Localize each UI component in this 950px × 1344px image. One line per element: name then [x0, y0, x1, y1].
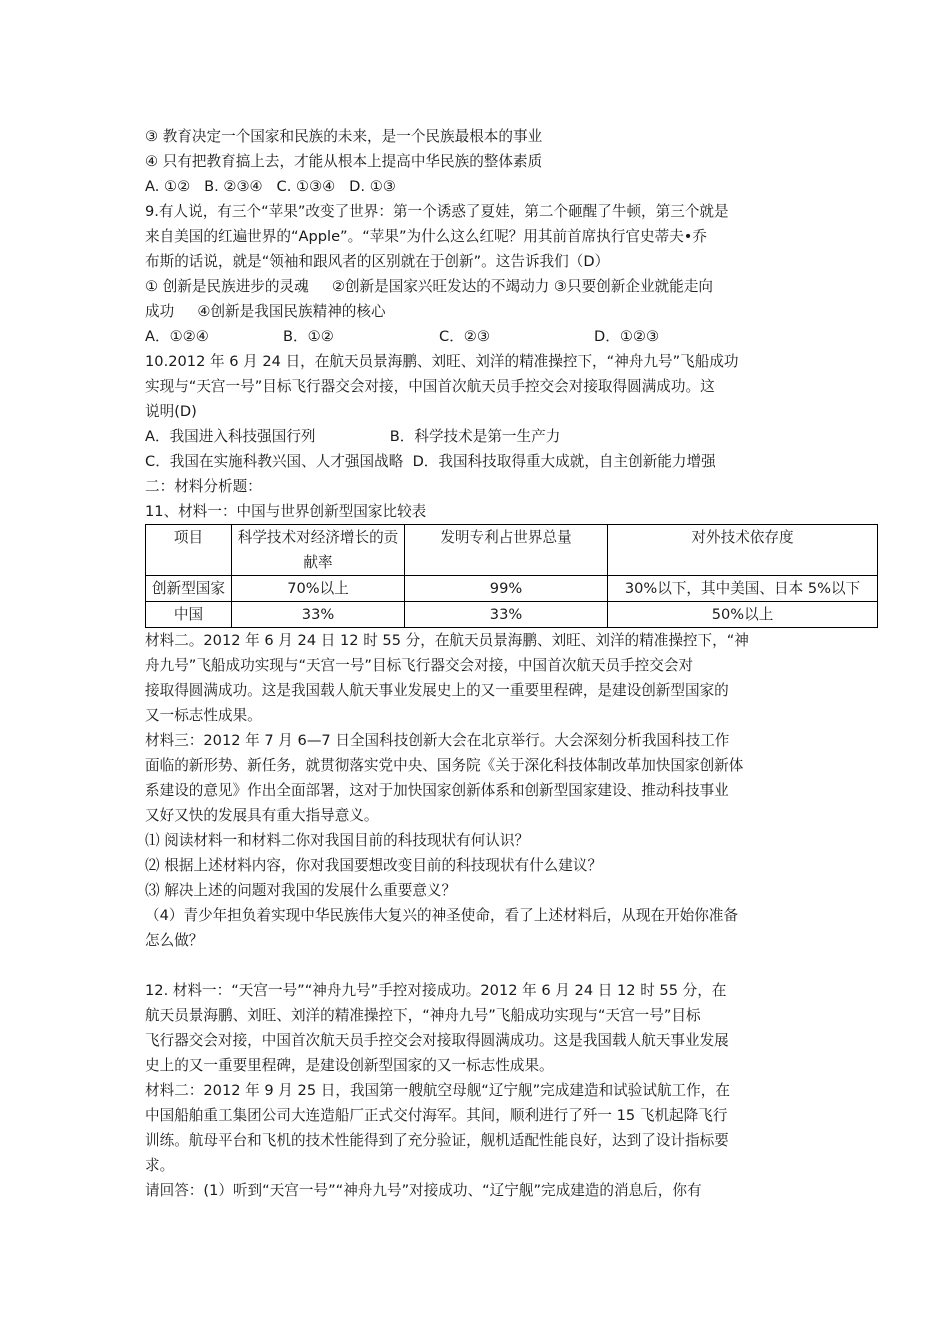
q9-option-b: B．①②: [283, 328, 334, 345]
question-12: [145, 978, 810, 1203]
document-content: [145, 124, 861, 1203]
section-2-title: 二：材料分析题：: [145, 478, 262, 495]
table-cell: 33%: [405, 602, 608, 628]
q11-title: 11、材料一：中国与世界创新型国家比较表: [145, 503, 427, 520]
q12-material1-line: 史上的又一重要里程碑，是建设创新型国家的又一标志性成果。: [145, 1057, 554, 1074]
q12-material2-line: 求。: [145, 1157, 175, 1174]
table-cell: 70%以上: [232, 576, 405, 602]
q11-material2-line: 接取得圆满成功。这是我国载人航天事业发展史上的又一重要里程碑，是建设创新型国家的: [145, 682, 729, 699]
q10-stem-line: 10.2012 年 6 月 24 日，在航天员景海鹏、刘旺、刘洋的精准操控下，“神舟九号”飞船成功: [145, 353, 739, 370]
table-header-cell: 科学技术对经济增长的贡献率: [232, 525, 405, 576]
table-cell: 中国: [146, 602, 232, 628]
spacer: [145, 953, 810, 978]
q10-option-line: A．我国进入科技强国行列 B．科学技术是第一生产力: [145, 428, 561, 445]
q9-stem-line: 9.有人说，有三个“苹果”改变了世界：第一个诱惑了夏娃，第二个砸醒了牛顿，第三个就是: [145, 203, 729, 220]
q12-material1-line: 飞行器交会对接，中国首次航天员手控交会对接取得圆满成功。这是我国载人航天事业发展: [145, 1032, 729, 1049]
q12-material1-line: 12. 材料一：“天宫一号”“神舟九号”手控对接成功。2012 年 6 月 24 日 12 时 55 分，在: [145, 982, 727, 999]
q9-option-d: D．①②③: [594, 328, 660, 345]
q10-option-line: C．我国在实施科教兴国、人才强国战略 D．我国科技取得重大成就，自主创新能力增强: [145, 453, 716, 470]
q12-material2-line: 训练。航母平台和飞机的技术性能得到了充分验证，舰机适配性能良好，达到了设计指标要: [145, 1132, 729, 1149]
q11-material2-line: 材料二。2012 年 6 月 24 日 12 时 55 分，在航天员景海鹏、刘旺、刘洋的精准操控下，“神: [145, 632, 749, 649]
table-cell: 30%以下，其中美国、日本 5%以下: [608, 576, 878, 602]
q10-stem-line: 说明(D): [145, 403, 197, 420]
table-header-cell: 发明专利占世界总量: [405, 525, 608, 576]
q11-material3-line: 系建设的意见》作出全面部署，这对于加快国家创新体系和创新型国家建设、推动科技事业: [145, 782, 729, 799]
q11-question-line: 怎么做？: [145, 932, 204, 949]
table-row: [146, 602, 878, 628]
q11-question-line: （4）青少年担负着实现中华民族伟大复兴的神圣使命，看了上述材料后，从现在开始你准备: [145, 907, 739, 924]
q11-material3-line: 又好又快的发展具有重大指导意义。: [145, 807, 379, 824]
q9-option-a: A．①②④: [145, 328, 209, 345]
question-9: [145, 199, 810, 349]
table-cell: 33%: [232, 602, 405, 628]
q12-material2-line: 材料二：2012 年 9 月 25 日，我国第一艘航空母舰“辽宁舰”完成建造和试验试航工作，在: [145, 1082, 730, 1099]
table-header-cell: 对外技术依存度: [608, 525, 878, 576]
q12-material1-line: 航天员景海鹏、刘旺、刘洋的精准操控下，“神舟九号”飞船成功实现与“天宫一号”目标: [145, 1007, 701, 1024]
table-cell: 99%: [405, 576, 608, 602]
q12-question-line: 请回答：(1）听到“天宫一号”“神舟九号”对接成功、“辽宁舰”完成建造的消息后，你有: [145, 1182, 702, 1199]
table-header-row: [146, 525, 878, 576]
table-cell: 50%以上: [608, 602, 878, 628]
q9-option-c: C．②③: [439, 328, 490, 345]
q10-stem-line: 实现与“天宫一号”目标飞行器交会对接，中国首次航天员手控交会对接取得圆满成功。这: [145, 378, 715, 395]
q11-question-line: ⑴ 阅读材料一和材料二你对我国目前的科技现状有何认识？: [145, 832, 530, 849]
comparison-table: [145, 524, 878, 628]
q8-options: A. ①② B. ②③④ C. ①③④ D. ①③: [145, 178, 396, 195]
question-11: [145, 499, 861, 953]
q11-material2-line: 又一标志性成果。: [145, 707, 262, 724]
table-cell: 创新型国家: [146, 576, 232, 602]
q9-options: [145, 324, 810, 349]
q12-material2-line: 中国船舶重工集团公司大连造船厂正式交付海军。其间，顺利进行了歼一 15 飞机起降飞行: [145, 1107, 728, 1124]
q8-item-3: ③ 教育决定一个国家和民族的未来，是一个民族最根本的事业: [145, 128, 543, 145]
q9-item-line: 成功 ④创新是我国民族精神的核心: [145, 303, 386, 320]
q11-material3-line: 材料三：2012 年 7 月 6—7 日全国科技创新大会在北京举行。大会深刻分析我国科技工作: [145, 732, 730, 749]
q9-item-line: ① 创新是民族进步的灵魂 ②创新是国家兴旺发达的不竭动力 ③只要创新企业就能走向: [145, 278, 713, 295]
table-header-cell: 项目: [146, 525, 232, 576]
q11-question-line: ⑶ 解决上述的问题对我国的发展什么重要意义？: [145, 882, 457, 899]
q9-stem-line: 布斯的话说，就是“领袖和跟风者的区别就在于创新”。这告诉我们（D）: [145, 253, 610, 270]
q11-material2-line: 舟九号”飞船成功实现与“天宫一号”目标飞行器交会对接，中国首次航天员手控交会对: [145, 657, 694, 674]
q8-item-4: ④ 只有把教育搞上去，才能从根本上提高中华民族的整体素质: [145, 153, 543, 170]
question-10: [145, 349, 810, 474]
q11-material3-line: 面临的新形势、新任务，就贯彻落实党中央、国务院《关于深化科技体制改革加快国家创新体: [145, 757, 744, 774]
table-row: [146, 576, 878, 602]
q11-question-line: ⑵ 根据上述材料内容，你对我国要想改变目前的科技现状有什么建议？: [145, 857, 603, 874]
q9-stem-line: 来自美国的红遍世界的“Apple”。“苹果”为什么这么红呢？用其前首席执行官史蒂夫•乔: [145, 228, 707, 245]
